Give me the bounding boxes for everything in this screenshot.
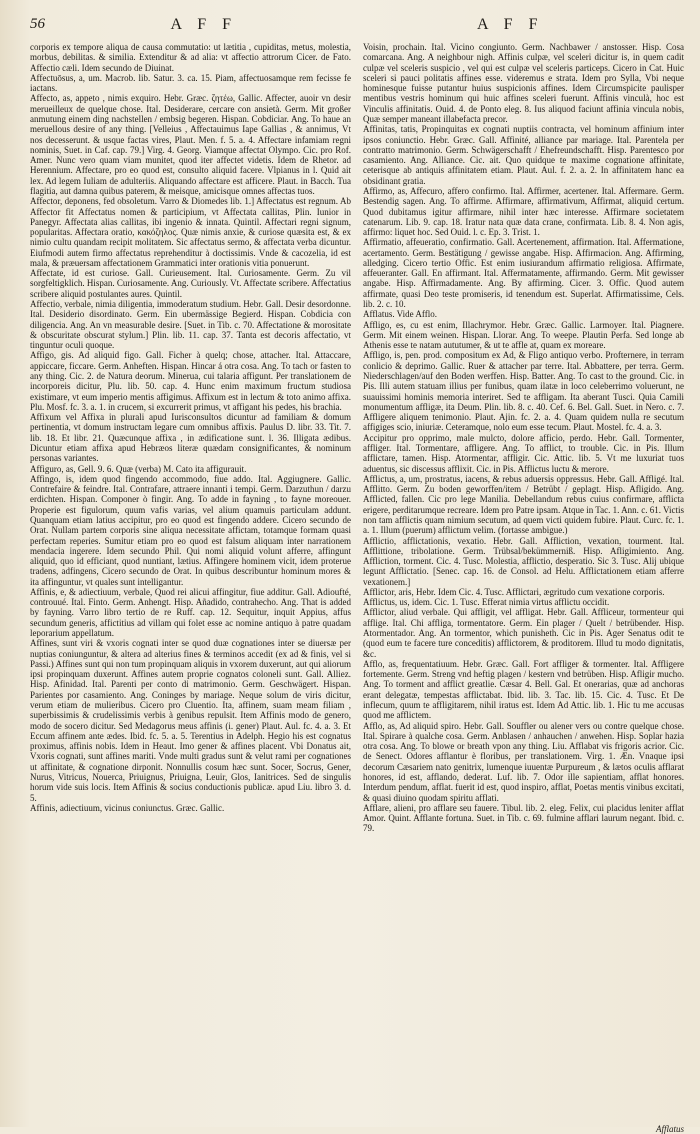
left-column xyxy=(30,42,351,1122)
dictionary-entry: Affirmo, as, Affecuro, affero confirmo. Ital. Affirmer, acertener. Ital. Affermare. Germ. Bestendig sagen. Ang. To affirme. Affirmare, affirmativum, Affirmat, aliquid certum. Quod dubitamus igitur affirmare, nihil inter hæc interesse. Affirmare societatem catenarum. Lib. 9. cap. 18. Iratur nata quæ data crane, confirmata. Lib. 8. 4. Non agis, affirmo: liquet hoc. Sed Ouid. l. c. Ep. 3. Trist. 1. xyxy=(363,185,684,238)
dictionary-entry: Afflo, as, Ad aliquid spiro. Hebr. Gall. Souffler ou alener vers ou contre quelque chose. Ital. Spirare à qualche cosa. Germ. Anblasen / anhauchen / anwehen. Hisp. Soplar hazia otra cosa. Ang. To blowe or breath vpon any thing. Liu. Afflabat vis frigoris acrior. Cic. de Senect. Odores afflantur è floribus, per translationem. Virg. 1. Æn. Vnaque ipsi decorum Cæsariem nato genitrix, lumenque iuuentæ Purpureum , & lætos oculis afflarat honores, id est, afflando, dederat. Luf. lib. 7. Odor ille sapientiam, afflat honores. Interdum pendum, afflat. fuerit id est, quod inspiro, afflat, Poetas mentis vinibus excitati, & quasi diuino quodam spiritu afflati. xyxy=(363,720,684,803)
dictionary-entry: Afflictio, afflictationis, vexatio. Hebr. Gall. Affliction, vexation, tourment. Ital. Afflittione, tribolatione. Germ. Trübsal/bekümmerniß. Hisp. Afligimiento. Ang. Affliction, torment. Cic. 4. Tusc. Molestia, afflictio, desperatio. Sic 3. Tusc. Alij ubique legunt Afflictatio. [Senec. cap. 16. de Consol. ad Helu. Afflictationem etiam afferre vexationem.] xyxy=(363,535,684,587)
running-head-left: A F F xyxy=(170,16,237,33)
dictionary-entry: Afflo, as, frequentatiuum. Hebr. Græc. Gall. Fort affliger & tormenter. Ital. Affligere fortemente. Germ. Streng vnd heftig plagen / kestern vnd betrüben. Hisp. Afligir mucho. Ang. To torment and afflict greatlie. Cæsar 4. Bell. Gal. Et onerarias, quæ ad anchoras erant delegatæ, tempestas afflictabat. Ibid. lib. 3. Tac. lib. 15. Cic. 4. Tusc. Et De inflecum, quum te affligitarem, nihil iratus est. Idem Ad Attic. lib. 1. Hic tu me accusas quod me afflictem. xyxy=(363,658,684,721)
dictionary-entry: Afflictus, us, idem. Cic. 1. Tusc. Efferat nimia virtus afflictu occidit. xyxy=(363,597,610,608)
dictionary-entry: Affector, deponens, fed obsoletum. Varro & Diomedes lib. 1.] Affectatus est regnum. Ab Affector fit Affectatus nomen & participium, vt Affectata callitas, Plin. Iunior in Panegyr. Affectata alias callitas, ibi ingenio & innata. Quintil. Affectari regni signum, popularitas. Affectara oratio, κακόζηλος. Quæ nimis anxie, & curiose quæsita est, & ex nimio cultu quandam recipit molitatem. Sic affectatus sermo, & affectata verba dicuntur. Eiufmodi autem firmo affectatus reprehenditur à doctissimis. Vnde & cacozelia, id est mala, & præuersam affectationem Grammatici inter orationis vitia ponuerunt. xyxy=(30,196,351,268)
dictionary-entry: Voisin, prochain. Ital. Vicino congiunto. Germ. Nachbawer / anstosser. Hisp. Cosa comarcana. Ang. A neighbour nigh. Affinis culpæ, vel sceleri dicitur is, in quem cadit culpæ vel sceleris suspicio , vel qui est culpæ vel sceleris particeps. Cicero in Cat. Huic sceleri si pauci politatis affines esse. videremus e strata. Idem pro Sylla, Vbi neque hominesque fuisse putantur huius suspicionis affines. Idem Circumspicite paulisper mentibus vestris hominum qui huic affines sceleri fuerunt. Affinis vinculà, hoc est Vinculis affinitatis. Ouid. 4. de Ponto eleg. 8. Ius aliquod faciunt affinia vincula nobis, Quæ semper maneant illabefacta precor. xyxy=(363,42,684,124)
dictionary-entry: Affixum vel Affixa in plurali apud Iurisconsultos dicuntur ad familiam & domum pertinentia, vt domum instructam legare cum omnibus affixis. Paulus D. libr. 33. Tit. 7. lib. 18. Et libr. 21. Quæcunque affixa , in ædificatione sunt. l. 36. Illigata ædibus. Dicuntur etiam affixa apud Hebræos literæ quædam consignificantes, & nominum personas variantes. xyxy=(30,412,351,464)
dictionary-entry: Affecto, as, appeto , nimis exquiro. Hebr. Græc. ζητέω, Gallic. Affecter, auoir vn desir merueilleux de quelque chose. Ital. Desiderare, cercare con ansietà. Germ. Mit großer anmutung einem ding nachstellen / embsig begeren. Hispan. Cobdiciar. Ang. To haue an meruellous desire of any thing. [Velleius , Affectauimus Iape Gallias , & annimus, Vt nos decesserunt. & usque factas vires, Plaut. Men. f. 5. a. 4. Affectare infamiam regni nominis, Suet. in Caf. cap. 79.] Virg. 4. Georg. Viamque affectat Olympo. Cic. pro Rof. Amer. Nunc vero quam viam munitet, quod iter affectet videtis. Idem de Rhetor. ad Herennium. Affectare, pro eo quod est, consulto aliquid facere. Vlpianus in l. Quid ait lex. Ad legem Iuliam de adulteriis. Aliquando affectare est afficere. Plaut. in Bacch. Tua flagitia, aut damna quibus paterem, & meisque, amicisque omnes affectas tuos. xyxy=(30,93,351,196)
page-number: 56 xyxy=(30,16,45,32)
right-column xyxy=(363,42,684,1122)
dictionary-entry: Afflare, alieni, pro afflare seu fauere. Tibul. lib. 2. eleg. Felix, cui placidus leniter afflat Amor. Quint. Afflante fortuna. Suet. in Tib. c. 69. fulmine afflari laurum negant. Ibid. c. 79. xyxy=(363,802,684,834)
dictionary-entry: Affingo, is, idem quod fingendo accommodo, fiue addo. Ital. Aggiugnere. Gallic. Contrefaire & feindre. Ital. Contrafare, attraere innanti i tempi. Germ. Darzuthun / darzu erdichten. Hispan. Componer ò fingir. Ang. To adde in fayning , to fayne moreouer. Properie est figulorum, quum vafis varias, vel alium quamuis particulam addunt. Quanquam etiam latius accipitur, pro eo quod est fingendo addere. Cicero secundo de Orat. Nullam partem corporis sine aliqua necessitate affictam, totamque formam quasi perfectam reperies. Sumitur etiam pro eo quod est falsum aliquam inter narrationem mendacia ingerere. Idem secundo Phil. Qui nomi aliquid volunt afferre, affingunt aliquid, quo id efficiant, quod nuntiant, lætius. Affingere hominem vicit, idem proterue tradens, adfingens, Cicero secundo de Orat. In quibus describuntur hominum mores & ita affinguntur, vt quales sunt intelligantur. xyxy=(30,473,351,587)
running-head-right: A F F xyxy=(477,16,544,33)
dictionary-entry: Afflictor, aris, Hebr. Idem Cic. 4. Tusc. Afflictari, ægritudo cum vexatione corporis. xyxy=(363,586,665,597)
dictionary-entry: Afflatus. Vide Afflo. xyxy=(363,309,437,320)
dictionary-entry: Affinis, e, & adiectiuum, verbale, Quod rei alicui affingitur, fiue additur. Gall. Adioufté, controuué. Ital. Finto. Germ. Anhengt. Hisp. Añadido, contrahecho. Ang. That is added by fayning. Varro libro tertio de re Ruff. cap. 12. Sequitur, inquit Appius, affus secundum generis, affictitius ad villam qui folet esse ac nomine antiquo à patre quadam leporarium appellatum. xyxy=(30,586,351,639)
catchword: Afflatus xyxy=(655,1124,684,1134)
dictionary-entry: Affectuōsus, a, um. Macrob. lib. Satur. 3. ca. 15. Piam, affectuosamque rem fecisse fe iactans. xyxy=(30,72,351,94)
running-head xyxy=(30,16,684,34)
dictionary-entry: Affinitas, tatis, Propinquitas ex cognati nuptiis contracta, vel hominum affinium inter ipsos coniunctio. Hebr. Græc. Gall. Affinité, alliance par mariage. Ital. Parentela per contratto matrimonio. Germ. Schwägerschafft / Ehefreundschafft. Hisp. Parentesco por casamiento. Ang. Alliance. Cic. ait. Quo quidque te maxime cognatione affinitate, ceterisque ab antiquis affinitatem etiam. Plaut. Aul. f. 2. a. 2. In affinitatem hanc ea obsidinant gratia. xyxy=(363,124,684,186)
dictionary-entry: Affligo, is, pen. prod. compositum ex Ad, & Fligo antiquo verbo. Profternere, in terram conlicio & deprimo. Gallic. Ruer & attacher par terre. Ital. Abbattere, per terra. Germ. Niederschlagen/auf den Boden werffen. Hisp. Batter. Ang. To cast to the ground. Cic. in Pis. Illi autem statuam illius per funibus, quam ilatæ in loco celeberrimo voluerunt, ne suauissimi hominis memoria interiret. Sed te affligam. Ita aberant Tusci. Quia Camili monumentum affligæ, ita Deum. Plin. lib. 8. c. 40. Cef. 6. Bel. Gall. Suet. in Nero. c. 7. Affligere aliquem tenimonio. Plaut. Ajin. fc. 2. a. 4. Quam quidem nulla re secutum affigiges scio, iniuriæ. Ceteramque, nolo eum esse tecum. Plaut. Mostel. fc. 4. a. 3. xyxy=(363,350,684,433)
dictionary-entry: Affirmatio, affeueratio, confirmatio. Gall. Acertenement, affirmation. Ital. Affermatione, acertamento. Germ. Bestätigung / gewisse angabe. Hisp. Affirmacion. Ang. Affirming, alledging. Cicero tertio Offic. Est enim iusiurandum affirmatio religiosa. Affirmate, affeueranter. Gall. En affirmant. Ital. Affermatamente, affirmando. Germ. Mit gewisser angabe. Hisp. Affirmadamente. Ang. By affirming. Cicer. 3. Offic. Quod autem affirmate, quasi Deo teste promiseris, id tenendum est. Superlat. Affirmatissime, Cels. lib. 2. c. 10. xyxy=(363,237,684,310)
dictionary-entry: Affiguro, as, Gell. 9. 6. Quæ (verba) M. Cato ita affigurauit. xyxy=(30,463,247,474)
dictionary-entry: Accipitur pro opprimo, male mulcto, dolore afficio, perdo. Hebr. Gall. Tormenter, affliger. Ital. Tormentare, affligere. Ang. To afflict, to trouble. Cic. in Pis. Illum afflictare, tamen. Hisp. Atormentar, affligir. Cic. Attic. lib. 5. Vt me luxuriat tuos aduentus, sic discessus afflixit. Cic. in Pis. Afflictus luctu & merore. xyxy=(363,432,684,474)
dictionary-entry: Afflictus, a, um, prostratus, iacens, & rebus aduersis oppressus. Hebr. Gall. Affligé. Ital. Afflitto. Germ. Zu boden geworffen/item / Betrübt / geplagt. Hisp. Afligido. Ang. Afflicted, fallen. Cic pro lege Manilia. Debellandum rebus cuius confirmare, afflicta erigere, perditarumque recreare. Idem pro Patre ipsam. Atque in Tac. 1. Ann. c. 61. Victis non tam afflictis quam nimium secutum, ad quem victi quidem fubire. Plaut. Curc. fc. 1. a. 1. Illum (puerum) afflictum velim. (fortasse ambigue.) xyxy=(363,473,684,536)
dictionary-entry: Affigo, gis. Ad aliquid figo. Gall. Ficher à quelq; chose, attacher. Ital. Attaccare, appiccare, ficcare. Germ. Anheften. Hispan. Hincar á otra cosa. Ang. To tach or fasten to any thing. Cic. 2. de Natura deorum. Minerua, cui talaria affigunt. Per translationem de incorporeis dicitur, Plu. lib. 50. cap. 4. Hunc enim maximum fructum studiosa existimare, vt eum imperio mentis affigimus. Affixum est in lectum & toto animo affixa. Plu. Mosf. fc. 3. a. 1. in crucem, si excurrerit primus, vt affigant his pedes, his brachia. xyxy=(30,350,351,412)
header xyxy=(30,16,684,38)
dictionary-entry: Affectio, verbale, nimia diligentia, immoderatum studium. Hebr. Gall. Desir desordonne. Ital. Desiderio disordinato. Germ. Ein ubermässige Begierd. Hispan. Cobdicia con diligencia. Ang. An vn measurable desire. [Suet. in Tib. c. 70. Affectatione & morositate & obscuritate obscurat stylum.] Plin. lib. 11. cap. 37. Tanta est decoris affectatio, vt tinguntur oculi quoque. xyxy=(30,299,351,351)
dictionary-entry: Affectate, id est curiose. Gall. Curieusement. Ital. Curiosamente. Germ. Zu vil sorgfeltigklich. Hispan. Curiosamente. Ang. Curiously. Vt. Affectate scribere. Affectatius scribere aliquid postulantes aures. Quintil. xyxy=(30,268,351,299)
dictionary-entry: corporis ex tempore aliqua de causa commutatio: ut lætitia , cupiditas, metus, molestia, morbus, debilitas. & similia. Extenditur & ad alia: vt affectio attrorum Cicer. de Fato. Affectio cæli. Idem secundo de Diuinat. xyxy=(30,42,351,73)
dictionary-entry: Affligo, es, cu est enim, Illachrymor. Hebr. Græc. Gallic. Larmoyer. Ital. Piagnere. Germ. Mit einem weinen. Hispan. Llorar. Ang. To weepe. Plautin Perfa. Sed longe ab Athenis esse te natam aututumer, & ut te affle at, quam ex moreare. xyxy=(363,319,684,351)
dictionary-entry: Afflictor, aliud verbale. Qui affligit, vel affligat. Hebr. Gall. Affliceur, tormenteur qui afflige. Ital. Chi affliga, tormentatore. Germ. Ein plager / Quelt / betrübender. Hisp. Atormentador. Ang. An tormentor, which punisheth. Cic in Pis. Ager Senatus odit te (quod eum te facere ture conceditis) afflictorem, & proditorem. Illud tu modo dignitatis, &c. xyxy=(363,607,684,659)
text-columns xyxy=(30,42,684,1122)
dictionary-entry: Affines, sunt viri & vxoris cognati inter se quod duæ cognationes inter se diuersæ per nuptias coniunguntur, & altera ad alterius fines & terminos accedit (ex ad & finis, vel si Passi.) Affines sunt qui non tum propinquam aliquis in vxorem duxerunt, aut qui aliorum ipsi propinquam duxerunt. Affines autem proprie cognatos coloneli sunt. Gall. Alliez. Hisp. Afinidad. Ital. Parenti per conto di matrimonio. Germ. Geschwägert. Hispan. Parientes por casamiento. Ang. Coninges by mariage. Neque solum de viris dicitur, verum etiam de mulieribus. Cicero pro Cluentio. Ita, affinem, suam meam filiam , superbissimis & crudelissimis verbis à genibus repulsit. Item Affinis modo de genero, modo de socero dicitur. Sed Medagorus meus affinis (i. gener) Plaut. Aul. fc. 4. a. 3. Et Eccum affinem ante ædes. Ibid. fc. 5. a. 5. Terentius in Adelph. Hegio his est cognatus proximus, affinis nobis. Idem in Heaut. Imo gener & affines placent. Vbi Donatus ait, Vxoris cognati, sunt affines mariti. Vnde multi gradus sunt & velut rami per cognationes ut affinitate, & cognatione dirponit. Nonnullis cosum hæc sunt. Socer, Socrus, Gener, Nurus, Vitricus, Nouerca, Priuignus, Priuigna, Leuir, Glos, Ianitrices. Sed de singulis horum vide suis locis. Item Affinis & socius conductionis publicæ. apud Liu. libro 3. d. 5. xyxy=(30,638,351,803)
dictionary-entry: Affinis, adiectiuum, vicinus coniunctus. Græc. Gallic. xyxy=(30,802,225,813)
